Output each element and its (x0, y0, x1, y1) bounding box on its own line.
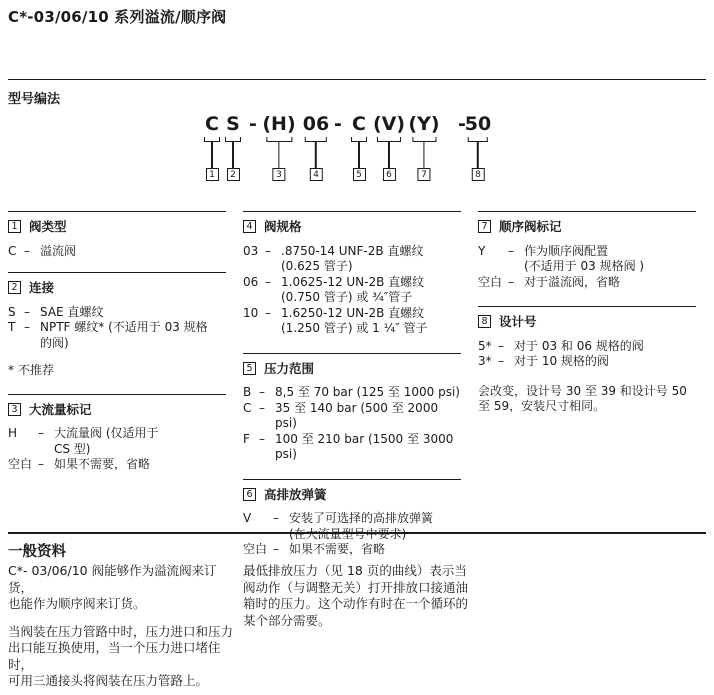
general-info-heading: 一般资料 (8, 544, 66, 560)
code-separator (249, 112, 257, 136)
paragraph-line: 最低排放压力（见 18 页的曲线）表示当 (243, 563, 467, 578)
section-number-badge: 2 (8, 281, 21, 294)
section-number-badge: 1 (8, 220, 21, 233)
section-valve-size (243, 211, 461, 337)
section-header (8, 402, 226, 418)
section-header (243, 219, 461, 235)
divider (243, 211, 461, 212)
item-desc-line: (1.250 管子) 或 1 ¹⁄₄″ 管子 (281, 321, 428, 335)
item-code: 06 (243, 274, 259, 289)
item-desc (275, 385, 461, 401)
code-segment (225, 112, 241, 181)
paragraph-line: 出口能互换使用，当一个压力进口堵住时， (8, 640, 221, 672)
item-code: B (243, 385, 252, 399)
leader-line (315, 142, 317, 168)
section-number-badge: 5 (243, 362, 256, 375)
general-info-right (243, 563, 525, 640)
item-code: H (8, 426, 18, 440)
footnote-line: 会改变，设计号 30 至 39 和设计号 50 (478, 383, 687, 398)
item-dash: – (508, 243, 514, 258)
section-header (8, 219, 226, 235)
model-code-diagram (0, 112, 714, 207)
item-desc (524, 244, 696, 275)
item-dash: – (24, 243, 30, 258)
section-title: 高排放弹簧 (264, 486, 327, 502)
paragraph-line: C*- 03/06/10 阀能够作为溢流阀来订货， (8, 563, 217, 595)
item-code: 空白 (243, 542, 268, 556)
item-desc (40, 320, 226, 351)
item-code: 空白 (8, 457, 33, 471)
designation-item (478, 339, 696, 355)
section-footnote (8, 363, 226, 379)
item-desc-line: 对于 10 规格的阀 (514, 354, 609, 368)
designation-item (478, 275, 696, 291)
section-number-badge: 6 (243, 488, 256, 501)
section-header (478, 314, 696, 330)
section-pressure-range (243, 353, 461, 463)
item-desc (289, 511, 461, 542)
divider (478, 306, 696, 307)
segment-number-box: 2 (227, 168, 240, 181)
divider (8, 272, 226, 273)
item-desc-line: SAE 直螺纹 (40, 304, 104, 319)
item-code: V (243, 511, 252, 525)
item-desc-line: (0.750 管子) 或 ³⁄₄″管子 (281, 290, 413, 304)
designation-item (243, 432, 461, 463)
code-text: 50 (464, 113, 492, 135)
paragraph (243, 563, 525, 629)
item-desc (40, 305, 226, 321)
item-dash: – (498, 354, 504, 368)
section-connection (8, 272, 226, 379)
code-text: (H) (262, 113, 296, 135)
section-high-vent-spring (243, 479, 461, 558)
column-left (8, 211, 226, 473)
leader-line (211, 142, 213, 168)
item-desc-line: 如果不需要，省略 (289, 542, 386, 556)
item-code: F (243, 431, 250, 446)
code-text: (Y) (408, 113, 440, 135)
code-segment (465, 112, 491, 181)
section-title: 压力范围 (264, 360, 315, 376)
paragraph-line: 阀动作（与调整无关）打开排放口接通油 (243, 579, 469, 595)
item-desc-line: 35 至 140 bar (500 至 2000 psi) (275, 400, 439, 430)
code-segment (204, 112, 220, 181)
item-desc-line: CS 型) (54, 441, 91, 456)
item-code: S (8, 304, 16, 319)
item-desc (524, 275, 696, 291)
code-segment (303, 112, 329, 181)
code-separator (334, 112, 342, 136)
section-title: 大流量标记 (29, 401, 92, 417)
item-desc-line: 对于溢流阀，省略 (524, 274, 621, 289)
segment-number-box: 1 (206, 168, 219, 181)
footnote-line: * 不推荐 (8, 363, 54, 377)
item-dash: – (265, 305, 271, 320)
divider (8, 211, 226, 212)
code-segment (262, 112, 295, 181)
section-sequence-valve-designation (478, 211, 696, 290)
designation-item (478, 244, 696, 275)
paragraph (8, 624, 240, 690)
divider (8, 79, 706, 80)
code-text: - (458, 113, 466, 135)
item-desc (275, 401, 461, 432)
item-code: 3* (478, 354, 492, 368)
section-number-badge: 4 (243, 220, 256, 233)
code-text: C (352, 113, 366, 135)
divider (8, 394, 226, 395)
item-desc (40, 244, 226, 260)
section-header (478, 219, 696, 235)
section-footnote (478, 384, 696, 415)
item-desc (275, 432, 461, 463)
designation-item (243, 385, 461, 401)
page-title: C*-03/06/10 系列溢流/顺序阀 (8, 8, 227, 26)
column-right (478, 211, 696, 415)
item-desc-line: 大流量阀 (仅适用于 (54, 426, 159, 440)
item-dash: – (498, 338, 504, 353)
section-valve-type (8, 211, 226, 259)
leader-line (477, 142, 479, 168)
section-title: 设计号 (499, 314, 537, 329)
item-code: 5* (478, 338, 492, 353)
segment-number-box: 4 (309, 168, 322, 181)
item-dash: – (38, 457, 44, 471)
section-header (243, 487, 461, 503)
item-dash: – (265, 243, 271, 258)
item-desc-line: 安装了可选择的高排放弹簧 (289, 511, 434, 525)
item-desc-line: NPTF 螺纹* (不适用于 03 规格 (40, 320, 208, 334)
leader-line (232, 142, 234, 168)
item-desc-line: 溢流阀 (40, 243, 77, 258)
item-desc-line: 1.6250-12 UN-2B 直螺纹 (281, 305, 425, 320)
item-dash: – (508, 274, 514, 289)
item-desc (514, 339, 696, 355)
item-desc-line: (0.625 管子) (281, 259, 353, 273)
item-dash: – (24, 304, 30, 319)
item-dash: – (259, 385, 265, 399)
leader-line (278, 142, 280, 168)
item-desc-line: 8,5 至 70 bar (125 至 1000 psi) (275, 385, 460, 399)
item-dash: – (273, 511, 279, 525)
code-text: (V) (372, 113, 406, 135)
paragraph-line: 可用三通接头将阀装在压力管路上。 (8, 673, 209, 688)
item-desc-line: 作为顺序阀配置 (524, 243, 609, 258)
paragraph-line: 某个部分需要。 (243, 612, 331, 628)
code-text: - (334, 113, 342, 135)
leader-line (358, 142, 360, 168)
item-code: T (8, 320, 16, 334)
designation-item (8, 305, 226, 321)
item-dash: – (259, 431, 265, 446)
code-text: C (205, 113, 219, 135)
item-desc-line: 100 至 210 bar (1500 至 3000 psi) (275, 431, 454, 461)
section-high-flow-designation (8, 394, 226, 473)
item-dash: – (259, 400, 265, 415)
section-header (243, 361, 461, 377)
leader-line (388, 142, 390, 168)
code-segment (351, 112, 367, 181)
section-design-number (478, 306, 696, 415)
section-title: 阀类型 (29, 219, 67, 234)
divider (243, 353, 461, 354)
segment-number-box: 7 (417, 168, 430, 181)
item-desc-line: 如果不需要，省略 (54, 457, 151, 471)
item-desc (54, 457, 226, 473)
designation-item (8, 457, 226, 473)
segment-number-box: 5 (353, 168, 366, 181)
model-code-heading: 型号编法 (8, 92, 61, 107)
leader-line (423, 142, 425, 168)
item-code: Y (478, 243, 486, 258)
designation-item (243, 511, 461, 542)
item-desc-line: (在大流量型号中要求) (289, 526, 407, 541)
section-header (8, 280, 226, 296)
designation-item (243, 275, 461, 306)
designation-item (243, 542, 461, 558)
designation-item (243, 401, 461, 432)
paragraph-line: 当阀装在压力管路中时，压力进口和压力 (8, 623, 234, 639)
paragraph-line: 箱时的压力。这个动作有时在一个循环的 (243, 596, 469, 611)
code-text: - (249, 113, 257, 135)
section-title: 阀规格 (264, 219, 302, 234)
general-info-left (8, 563, 240, 695)
item-dash: – (24, 320, 30, 334)
item-desc-line: (不适用于 03 规格阀 ) (524, 259, 645, 273)
designation-item (243, 244, 461, 275)
paragraph (8, 563, 240, 613)
segment-number-box: 6 (382, 168, 395, 181)
item-desc (54, 426, 226, 457)
section-number-badge: 7 (478, 220, 491, 233)
code-text: 06 (302, 113, 330, 135)
item-code: 10 (243, 305, 259, 320)
segment-number-box: 8 (471, 168, 484, 181)
code-segment (408, 112, 439, 181)
item-desc (281, 306, 461, 337)
section-title: 连接 (29, 280, 55, 295)
designation-item (478, 354, 696, 370)
section-title: 顺序阀标记 (499, 219, 562, 234)
paragraph-line: 也能作为顺序阀来订货。 (8, 596, 146, 611)
item-desc (289, 542, 461, 558)
section-number-badge: 3 (8, 403, 21, 416)
item-dash: – (273, 542, 279, 556)
column-middle (243, 211, 461, 558)
item-desc-line: .8750-14 UNF-2B 直螺纹 (281, 243, 424, 258)
designation-item (243, 306, 461, 337)
section-number-badge: 8 (478, 315, 491, 328)
designation-item (8, 244, 226, 260)
divider (8, 532, 706, 534)
item-desc (514, 354, 696, 370)
item-code: 空白 (478, 274, 503, 289)
item-code: 03 (243, 243, 259, 258)
code-text: S (226, 113, 240, 135)
item-dash: – (38, 426, 44, 440)
divider (243, 479, 461, 480)
designation-item (8, 320, 226, 351)
segment-number-box: 3 (273, 168, 286, 181)
code-segment (373, 112, 405, 181)
item-desc-line: 1.0625-12 UN-2B 直螺纹 (281, 274, 425, 289)
item-dash: – (265, 274, 271, 289)
item-code: C (243, 400, 252, 415)
item-code: C (8, 243, 17, 258)
item-desc (281, 275, 461, 306)
item-desc-line: 的阀) (40, 335, 69, 350)
footnote-line: 至 59，安装尺寸相同。 (478, 399, 606, 413)
item-desc-line: 对于 03 和 06 规格的阀 (514, 338, 644, 353)
divider (478, 211, 696, 212)
designation-item (8, 426, 226, 457)
item-desc (281, 244, 461, 275)
